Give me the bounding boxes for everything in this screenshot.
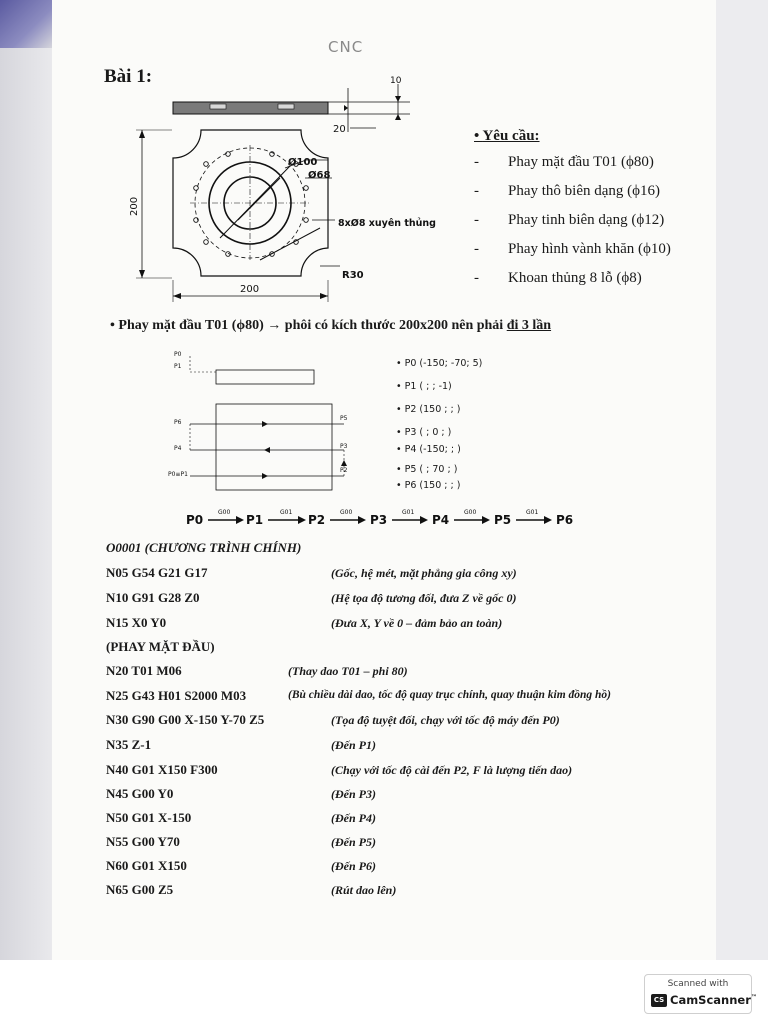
scan-backdrop-right — [716, 0, 768, 960]
requirement-item: - Khoan thủng 8 lỗ (ϕ8) — [474, 270, 642, 286]
point-sequence — [186, 504, 586, 534]
code-line: N55 G00 Y70 — [106, 834, 180, 849]
code-line: N25 G43 H01 S2000 M03 — [106, 688, 247, 703]
code-comment: (Tọa độ tuyệt đối, chạy với tốc độ máy đến P0) — [331, 713, 560, 727]
camscanner-name: CamScanner™ — [670, 993, 757, 1007]
point-coordinate: • P4 (-150; ; ) — [396, 444, 461, 455]
code-line: N35 Z-1 — [106, 737, 152, 752]
scanned-with-text: Scanned with — [667, 979, 729, 989]
dim-200-vertical-label: 200 — [129, 196, 140, 216]
seq-code: G01 — [402, 509, 415, 516]
exercise-title: Bài 1: — [104, 66, 153, 87]
seq-node-p6: P6 — [556, 513, 574, 527]
dim-r30-label: R30 — [342, 270, 364, 281]
dim-phi68-label: Ø68 — [308, 170, 331, 181]
seq-node-p4: P4 — [432, 513, 450, 527]
seq-code: G00 — [340, 509, 353, 516]
point-coordinate: • P1 ( ; ; -1) — [396, 381, 452, 392]
point-coordinate: • P3 ( ; 0 ; ) — [396, 427, 452, 438]
part-top-view — [173, 130, 331, 276]
scan-backdrop-left — [0, 0, 52, 960]
dim-10-label: 10 — [390, 76, 402, 86]
point-coordinate: • P2 (150 ; ; ) — [396, 404, 461, 415]
code-comment: (Chạy với tốc độ cài đến P2, F là lượng tiến dao) — [331, 763, 573, 777]
code-comment: (Đến P6) — [331, 859, 376, 873]
code-line: N50 G01 X-150 — [106, 810, 192, 825]
code-line: N65 G00 Z5 — [106, 882, 174, 897]
code-comment: (Hệ tọa độ tương đối, đưa Z về gốc 0) — [331, 591, 517, 605]
camscanner-badge — [644, 974, 757, 1014]
seq-code: G01 — [526, 509, 539, 516]
program-title: O0001 (CHƯƠNG TRÌNH CHÍNH) — [106, 540, 302, 555]
seq-node-p5: P5 — [494, 513, 512, 527]
seq-code: G00 — [464, 509, 477, 516]
requirement-item: - Phay mặt đầu T01 (ϕ80) — [474, 154, 654, 170]
point-coordinate: • P5 ( ; 70 ; ) — [396, 464, 458, 475]
code-line: N10 G91 G28 Z0 — [106, 590, 200, 605]
tp-label-p5: P5 — [340, 415, 348, 422]
code-comment: (Bù chiều dài dao, tốc độ quay trục chính, quay thuận kim đồng hồ) — [288, 689, 612, 701]
seq-node-p2: P2 — [308, 513, 326, 527]
code-comment: (Đến P4) — [331, 811, 376, 825]
code-comment: (Đến P5) — [331, 835, 376, 849]
code-comment: (Rút dao lên) — [331, 883, 397, 897]
program-section-title: (PHAY MẶT ĐẦU) — [106, 639, 215, 654]
seq-code: G01 — [280, 509, 293, 516]
code-line: N60 G01 X150 — [106, 858, 187, 873]
requirement-item: - Phay hình vành khăn (ϕ10) — [474, 241, 671, 257]
tp-label-p1: P1 — [174, 363, 182, 370]
part-drawing — [120, 70, 460, 310]
code-comment: (Gốc, hệ mét, mặt phẳng gia công xy) — [331, 566, 517, 580]
seq-node-p3: P3 — [370, 513, 388, 527]
dim-200-horizontal-label: 200 — [240, 284, 260, 295]
facing-note: • Phay mặt đầu T01 (ϕ80) → phôi có kích thước 200x200 nên phải đi 3 lần — [110, 318, 552, 333]
tp-label-p6: P6 — [174, 419, 182, 426]
code-comment: (Đến P3) — [331, 787, 376, 801]
tp-label-p4: P4 — [174, 445, 182, 452]
code-line: N05 G54 G21 G17 — [106, 565, 208, 580]
part-side-view — [173, 84, 410, 132]
toolpath-diagram — [168, 344, 398, 504]
code-comment: (Thay dao T01 – phi 80) — [288, 664, 408, 678]
handwritten-note: CNC — [328, 38, 364, 56]
code-line: N40 G01 X150 F300 — [106, 762, 218, 777]
seq-code: G00 — [218, 509, 231, 516]
dim-20-label: 20 — [333, 124, 346, 135]
tp-label-p0p1: P0≡P1 — [168, 471, 188, 478]
requirement-item: - Phay thô biên dạng (ϕ16) — [474, 183, 661, 199]
code-line: N20 T01 M06 — [106, 663, 182, 678]
dim-phi100-label: Ø100 — [288, 157, 318, 168]
dim-holes-label: 8xØ8 xuyên thủng — [338, 218, 436, 229]
camscanner-logo-icon: CS — [651, 994, 667, 1007]
seq-node-p0: P0 — [186, 513, 204, 527]
code-line: N15 X0 Y0 — [106, 615, 167, 630]
tp-label-p3: P3 — [340, 443, 348, 450]
point-coordinate: • P0 (-150; -70; 5) — [396, 358, 483, 369]
seq-node-p1: P1 — [246, 513, 264, 527]
code-comment: (Đưa X, Y về 0 – đảm bảo an toàn) — [331, 616, 503, 630]
code-line: N45 G00 Y0 — [106, 786, 174, 801]
scan-backdrop-corner — [0, 0, 52, 48]
tp-label-p2: P2 — [340, 467, 348, 474]
code-comment: (Đến P1) — [331, 738, 376, 752]
code-line: N30 G90 G00 X-150 Y-70 Z5 — [106, 712, 265, 727]
tp-label-p0: P0 — [174, 351, 182, 358]
requirements-title: • Yêu cầu: — [474, 128, 540, 144]
point-coordinate: • P6 (150 ; ; ) — [396, 480, 461, 491]
requirement-item: - Phay tinh biên dạng (ϕ12) — [474, 212, 665, 228]
